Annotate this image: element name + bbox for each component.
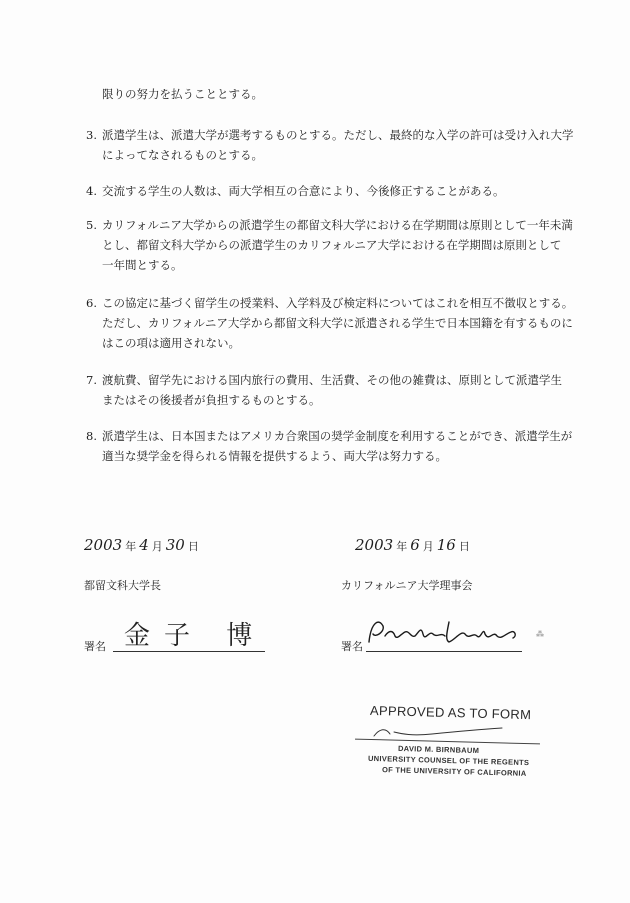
- clause-body: [102, 125, 574, 165]
- right-date: [355, 536, 473, 554]
- left-institution: 都留文科大学長: [84, 579, 161, 592]
- clause-line: この協定に基づく留学生の授業料、入学料及び検定料についてはこれを相互不徴収とする。: [102, 296, 574, 310]
- clause-number: 3.: [86, 128, 97, 142]
- clause-line: とし、都留文科大学からの派遣学生のカリフォルニア大学における在学期間は原則として: [102, 238, 562, 252]
- clause-line: 派遣学生は、派遣大学が選考するものとする。ただし、最終的な入学の許可は受け入れ大学: [102, 128, 574, 142]
- intro-line: 限りの努力を払うこととする。: [102, 87, 263, 101]
- clause-line: 適当な奨学金を得られる情報を提供するよう、両大学は努力する。: [102, 449, 447, 463]
- clause: [86, 125, 574, 165]
- right-date-year: 2003: [355, 536, 394, 554]
- clause-line: ただし、カリフォルニア大学から都留文科大学に派遣される学生で日本国籍を有するものに: [102, 316, 573, 330]
- left-date-year-suffix: 年: [125, 540, 137, 553]
- approval-name: DAVID M. BIRNBAUM: [397, 743, 480, 756]
- left-date-day: 30: [165, 536, 185, 554]
- clause-line: 派遣学生は、日本国またはアメリカ合衆国の奨学金制度を利用することができ、派遣学生が: [102, 429, 573, 443]
- clause-line: またはその後援者が負担するものとする。: [102, 393, 321, 407]
- left-date-year: 2003: [84, 536, 123, 554]
- clause-line: 一年間とする。: [102, 258, 183, 272]
- left-date-month-suffix: 月: [151, 540, 163, 553]
- clause: [86, 293, 574, 353]
- right-date-day: 16: [436, 536, 456, 554]
- approval-role-line2: OF THE UNIVERSITY OF CALIFORNIA: [381, 765, 527, 778]
- clause-line: 交流する学生の人数は、両大学相互の合意により、今後修正することがある。: [102, 184, 505, 198]
- left-date-day-suffix: 日: [187, 540, 199, 553]
- left-signature: 金子 博: [124, 621, 267, 651]
- margin-mark: ⁂: [536, 630, 544, 639]
- left-sign-label: 署名: [84, 640, 106, 653]
- left-date: [84, 536, 202, 554]
- right-sign-label: 署名: [341, 640, 363, 653]
- clause-line: 渡航費、留学先における国内旅行の費用、生活費、その他の雑費は、原則として派遣学生: [102, 373, 562, 387]
- clause: [86, 215, 573, 275]
- clause-body: [102, 215, 573, 275]
- clause-number: 7.: [86, 373, 97, 387]
- clause-number: 8.: [86, 429, 97, 443]
- clause-body: [102, 293, 574, 353]
- approval-role-line1: UNIVERSITY COUNSEL OF THE REGENTS: [367, 753, 530, 768]
- clause-number: 5.: [86, 218, 97, 232]
- clause-line: はこの項は適用されない。: [102, 336, 240, 350]
- clause-body: [102, 426, 573, 466]
- clause-number: 4.: [86, 184, 97, 198]
- approval-title: APPROVED AS TO FORM: [369, 702, 532, 723]
- right-date-day-suffix: 日: [458, 540, 470, 553]
- clause: [86, 426, 573, 466]
- right-date-month-suffix: 月: [422, 540, 434, 553]
- right-date-month: 6: [410, 536, 420, 554]
- clause-body: [102, 370, 562, 410]
- clause: [86, 370, 562, 410]
- left-date-month: 4: [139, 536, 149, 554]
- clause-body: [102, 181, 546, 201]
- clause-line: によってなされるものとする。: [102, 148, 263, 162]
- right-date-year-suffix: 年: [396, 540, 408, 553]
- right-institution: カリフォルニア大学理事会: [341, 579, 473, 592]
- clause-line: カリフォルニア大学からの派遣学生の都留文科大学における在学期間は原則として一年未満: [102, 218, 573, 232]
- clause-number: 6.: [86, 296, 97, 310]
- clause: [86, 181, 546, 201]
- right-signature: [365, 612, 525, 652]
